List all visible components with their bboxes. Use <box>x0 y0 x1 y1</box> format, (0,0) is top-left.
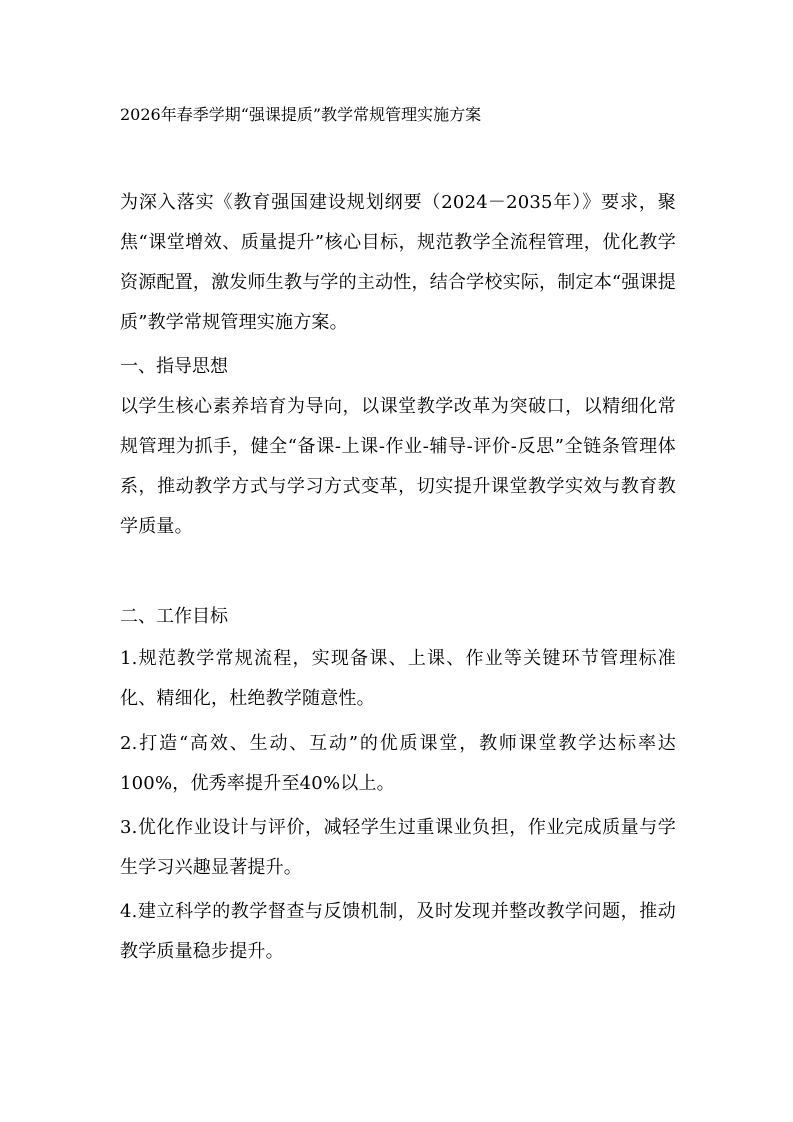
goal-item-4: 4.建立科学的教学督查与反馈机制，及时发现并整改教学问题，推动教学质量稳步提升。 <box>120 901 676 962</box>
intro-paragraph: 为深入落实《教育强国建设规划纲要（2024－2035年）》要求，聚焦“课堂增效、质量提升”核心目标，规范教学全流程管理，优化教学资源配置，激发师生教与学的主动性，结合学校实际，制定本“强课提质”教学常规管理实施方案。 <box>120 192 676 333</box>
goal-item-3: 3.优化作业设计与评价，减轻学生过重课业负担，作业完成质量与学生学习兴趣显著提升。 <box>120 817 676 878</box>
guiding-ideology-paragraph: 以学生核心素养培育为导向，以课堂教学改革为突破口，以精细化常规管理为抓手，健全“备课-上课-作业-辅导-评价-反思”全链条管理体系，推动教学方式与学习方式变革，切实提升课堂教学实效与教育教学质量。 <box>120 396 676 537</box>
section-heading-guiding-ideology: 一、指导思想 <box>120 356 228 377</box>
goal-item-2: 2.打造“高效、生动、互动”的优质课堂，教师课堂教学达标率达100%，优秀率提升至40%以上。 <box>120 733 676 794</box>
document-title: 2026年春季学期“强课提质”教学常规管理实施方案 <box>120 105 482 124</box>
section-heading-work-goals: 二、工作目标 <box>120 606 228 627</box>
goal-item-1: 1.规范教学常规流程，实现备课、上课、作业等关键环节管理标准化、精细化，杜绝教学随意性。 <box>120 648 676 709</box>
